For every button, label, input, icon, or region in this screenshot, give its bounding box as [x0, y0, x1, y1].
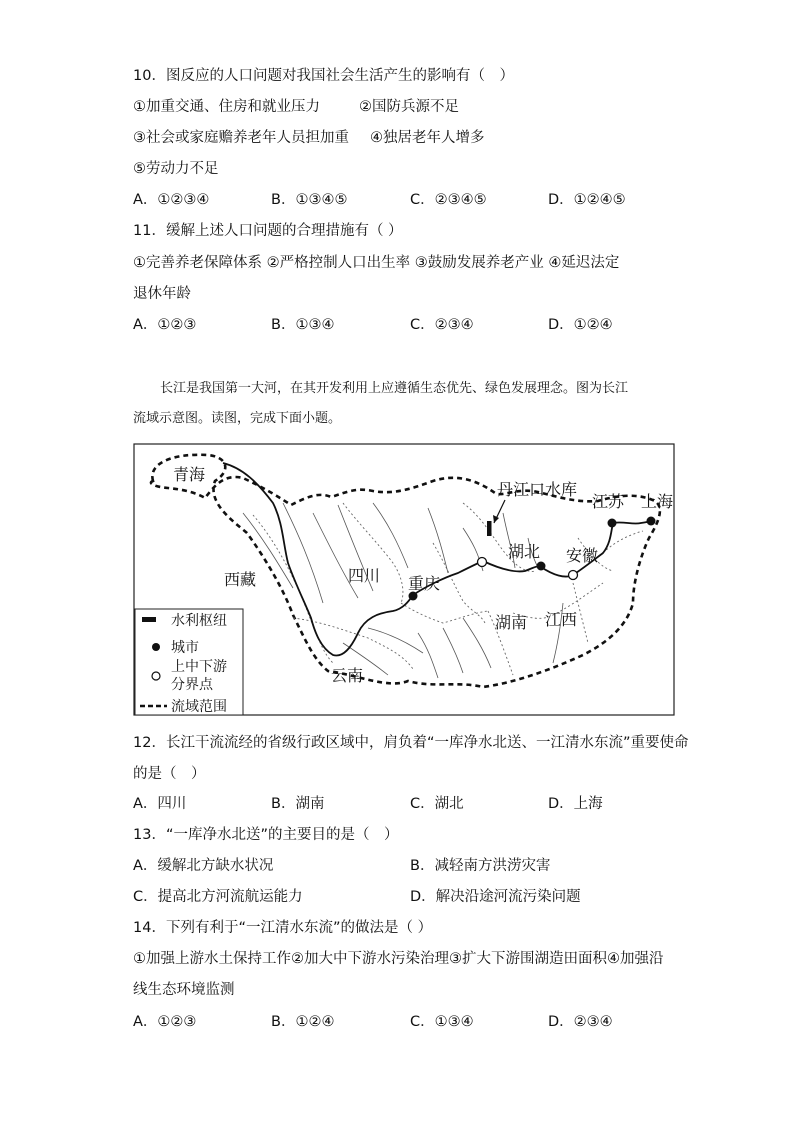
q12-stem-line2: 的是（ ） [133, 766, 206, 782]
q11-option-c[interactable]: C．②③④ [410, 317, 474, 333]
intro-line1: 长江是我国第一大河，在其开发利用上应遵循生态优先、绿色发展理念。图为长江 [160, 381, 629, 396]
q10-option-a[interactable]: A．①②③④ [133, 192, 210, 208]
q10-statement-2: ②国防兵源不足 [359, 99, 459, 115]
q12-option-c[interactable]: C．湖北 [410, 796, 464, 812]
label-danjiangkou: 丹江口水库 [497, 480, 578, 499]
label-anhui: 安徽 [566, 546, 599, 565]
q11-option-d[interactable]: D．①②④ [548, 317, 613, 333]
city-wuhan-dot [537, 562, 546, 571]
q14-option-b[interactable]: B．①②④ [271, 1014, 335, 1030]
legend-city-symbol [152, 643, 160, 651]
q13-stem: 13．“一库净水北送”的主要目的是（ ） [133, 827, 399, 843]
q14-option-a[interactable]: A．①②③ [133, 1014, 197, 1030]
legend-boundary-symbol [152, 672, 160, 680]
q12-option-a[interactable]: A．四川 [133, 796, 187, 812]
q11-statements-line2: 退休年龄 [133, 286, 191, 302]
legend-boundary-label-1: 上中下游 [171, 659, 227, 675]
label-yunnan: 云南 [331, 666, 364, 685]
q11-option-b[interactable]: B．①③④ [271, 317, 335, 333]
legend-city-label: 城市 [171, 640, 199, 656]
q10-option-c[interactable]: C．②③④⑤ [410, 192, 487, 208]
label-xizang: 西藏 [224, 570, 257, 589]
boundary-point-yichang [478, 558, 487, 567]
label-jiangxi: 江西 [545, 610, 578, 629]
q11-option-a[interactable]: A．①②③ [133, 317, 197, 333]
q10-option-b[interactable]: B．①③④⑤ [271, 192, 348, 208]
legend-hub-symbol [142, 617, 156, 622]
q14-option-d[interactable]: D．②③④ [548, 1014, 613, 1030]
q10-statement-1: ①加重交通、住房和就业压力 [133, 99, 320, 115]
label-sichuan: 四川 [348, 566, 381, 585]
label-hunan: 湖南 [495, 613, 528, 632]
map-legend [135, 609, 243, 715]
q13-option-b[interactable]: B．减轻南方洪涝灾害 [410, 858, 551, 874]
yangtze-basin-map [133, 443, 675, 716]
q11-stem: 11．缓解上述人口问题的合理措施有（ ） [133, 223, 403, 239]
label-hubei: 湖北 [508, 542, 541, 561]
q12-option-b[interactable]: B．湖南 [271, 796, 325, 812]
city-shanghai-dot [647, 517, 656, 526]
q10-statement-5: ⑤劳动力不足 [133, 161, 219, 177]
q14-statements-line2: 线生态环境监测 [133, 982, 235, 998]
danjiangkou-hub-marker [487, 521, 492, 536]
city-nanjing-dot [608, 519, 617, 528]
q11-statements-line1: ①完善养老保障体系 ②严格控制人口出生率 ③鼓励发展养老产业 ④延迟法定 [133, 255, 620, 271]
legend-boundary-label-2: 分界点 [171, 677, 213, 693]
q14-stem: 14．下列有利于“一江清水东流”的做法是（ ） [133, 920, 433, 936]
q12-option-d[interactable]: D．上海 [548, 796, 603, 812]
legend-hub-label: 水利枢纽 [171, 613, 227, 629]
q14-statements-line1: ①加强上游水土保持工作②加大中下游水污染治理③扩大下游围湖造田面积④加强沿 [133, 951, 664, 967]
q10-stem: 10．图反应的人口问题对我国社会生活产生的影响有（ ） [133, 68, 514, 84]
q10-option-d[interactable]: D．①②④⑤ [548, 192, 626, 208]
label-qinghai: 青海 [173, 465, 206, 484]
q13-option-d[interactable]: D．解决沿途河流污染问题 [410, 889, 581, 905]
q13-option-c[interactable]: C．提高北方河流航运能力 [133, 889, 303, 905]
q14-option-c[interactable]: C．①③④ [410, 1014, 474, 1030]
q10-statement-4: ④独居老年人增多 [370, 130, 485, 146]
boundary-point-hukou [569, 571, 578, 580]
intro-line2: 流域示意图。读图，完成下面小题。 [133, 411, 342, 426]
label-chongqing: 重庆 [408, 574, 441, 593]
label-shanghai: 上海 [641, 492, 674, 511]
q12-stem-line1: 12．长江干流流经的省级行政区域中，肩负着“一库净水北送、一江清水东流”重要使命 [133, 735, 689, 751]
q10-statement-3: ③社会或家庭赡养老年人员担加重 [133, 130, 349, 146]
label-jiangsu: 江苏 [592, 492, 625, 511]
legend-basin-label: 流域范围 [171, 699, 227, 715]
q13-option-a[interactable]: A．缓解北方缺水状况 [133, 858, 274, 874]
